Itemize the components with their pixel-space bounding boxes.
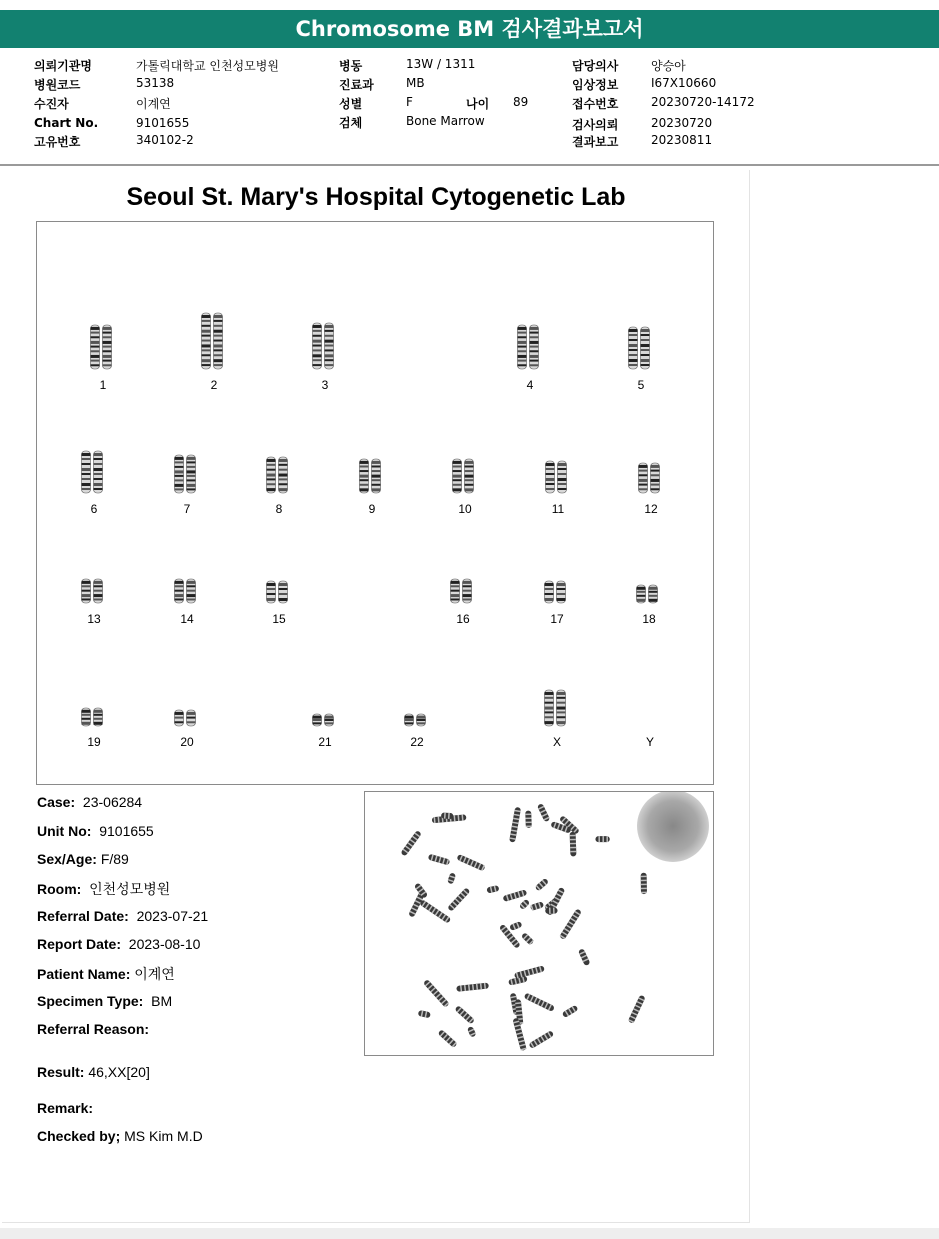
case-field (37, 794, 142, 810)
case-label: Case: (37, 794, 76, 810)
unique-id-label: 고유번호 (34, 135, 81, 149)
unit-no-field (37, 823, 154, 839)
patient-value: 이계연 (136, 97, 171, 111)
referral-reason-field (37, 1021, 149, 1037)
chromosome-pair-12 (637, 462, 665, 496)
chromosome-label-19: 19 (87, 735, 101, 749)
chromosome-pair-3 (311, 322, 339, 372)
report-date-field (37, 936, 200, 952)
metaphase-chromosome (418, 1010, 431, 1018)
accession-no-value: 20230720-14172 (651, 95, 755, 109)
chromosome-label-Y: Y (645, 735, 654, 749)
metaphase-chromosome (400, 830, 422, 856)
chromosome-label-15: 15 (272, 612, 286, 626)
chromosome-pair-7 (173, 454, 201, 496)
patient-name-field (37, 964, 175, 984)
sex-value: F (406, 95, 413, 109)
referral-reason-label: Referral Reason: (37, 1021, 150, 1037)
metaphase-chromosome (530, 901, 544, 911)
chromosome-pair-22 (403, 713, 431, 729)
report-date-value: 20230811 (651, 133, 713, 147)
metaphase-chromosome (545, 907, 558, 913)
chromosome-pair-14 (173, 578, 201, 606)
chromosome-pair-X (543, 689, 571, 729)
chromosome-label-9: 9 (368, 502, 376, 516)
metaphase-chromosome (514, 965, 545, 979)
metaphase-chromosome (423, 979, 450, 1008)
referral-date-value: 2023-07-21 (136, 908, 209, 924)
hospital-code-value: 53138 (136, 76, 175, 90)
specimen-type-label: Specimen Type: (37, 993, 144, 1009)
sex-label: 성별 (339, 97, 363, 111)
chromosome-pair-10 (451, 458, 479, 496)
remark-field (37, 1100, 93, 1116)
chromosome-label-20: 20 (180, 735, 194, 749)
metaphase-chromosome (562, 1005, 579, 1018)
chromosome-label-12: 12 (644, 502, 658, 516)
chromosome-pair-18 (635, 584, 663, 606)
checked-by-label: Checked by; (37, 1128, 121, 1144)
remark-label: Remark: (37, 1100, 94, 1116)
metaphase-chromosome (641, 873, 647, 894)
room-field (37, 879, 170, 899)
sex-age-value: F/89 (100, 851, 129, 867)
specimen-value: Bone Marrow (406, 114, 485, 128)
chromosome-pair-13 (80, 578, 108, 606)
metaphase-chromosome (525, 810, 532, 827)
request-date-value: 20230720 (651, 116, 713, 130)
metaphase-chromosome (559, 908, 582, 940)
metaphase-chromosome (503, 889, 528, 902)
chromosome-label-2: 2 (210, 378, 218, 392)
chromosome-pair-2 (200, 312, 228, 372)
ward-label: 병동 (339, 59, 363, 73)
report-date-label: 결과보고 (572, 135, 619, 149)
result-value: 46,XX[20] (88, 1064, 150, 1080)
chromosome-label-11: 11 (551, 502, 565, 516)
metaphase-chromosome (447, 887, 470, 911)
karyogram (36, 221, 714, 785)
metaphase-chromosome (419, 899, 451, 923)
chromosome-pair-19 (80, 707, 108, 729)
specimen-type-value: BM (151, 993, 173, 1009)
metaphase-chromosome (456, 983, 489, 992)
chromosome-label-1: 1 (99, 378, 107, 392)
chromosome-pair-1 (89, 324, 117, 372)
metaphase-chromosome (428, 854, 451, 866)
chromosome-label-21: 21 (318, 735, 332, 749)
chromosome-pair-4 (516, 324, 544, 372)
department-value: MB (406, 76, 425, 90)
specimen-type-field (37, 993, 172, 1009)
metaphase-chromosome (535, 878, 549, 892)
chromosome-label-18: 18 (642, 612, 656, 626)
metaphase-chromosome (521, 932, 535, 945)
metaphase-chromosome (438, 1029, 458, 1048)
ward-value: 13W / 1311 (406, 57, 476, 71)
report-banner: Chromosome BM 검사결과보고서 (0, 10, 939, 48)
physician-label: 담당의사 (572, 59, 619, 73)
chromosome-label-3: 3 (321, 378, 329, 392)
chromosome-label-14: 14 (180, 612, 194, 626)
chromosome-pair-9 (358, 458, 386, 496)
unit-no-value: 9101655 (99, 823, 154, 839)
chromosome-pair-8 (265, 456, 293, 496)
physician-value: 양승아 (651, 59, 686, 73)
report-date-field-value: 2023-08-10 (128, 936, 201, 952)
clinical-info-label: 임상정보 (572, 78, 619, 92)
chromosome-pair-21 (311, 713, 339, 729)
chromosome-label-22: 22 (410, 735, 424, 749)
chromosome-label-13: 13 (87, 612, 101, 626)
request-date-label: 검사의뢰 (572, 118, 619, 132)
chart-no-value: 9101655 (136, 116, 190, 130)
hospital-name-value: 가톨릭대학교 인천성모병원 (136, 59, 279, 73)
chromosome-label-8: 8 (275, 502, 283, 516)
chromosome-label-X: X (552, 735, 561, 749)
metaphase-chromosome (486, 885, 499, 894)
chromosome-label-4: 4 (526, 378, 534, 392)
header-divider (0, 164, 939, 166)
chromosome-pair-6 (80, 450, 108, 496)
unique-id-value: 340102-2 (136, 133, 194, 147)
age-label: 나이 (466, 97, 490, 111)
patient-name-value: 이계연 (134, 966, 175, 982)
metaphase-chromosome (454, 1005, 475, 1024)
interphase-nucleus (637, 792, 709, 862)
metaphase-image (364, 791, 714, 1056)
metaphase-chromosome (570, 832, 577, 857)
metaphase-chromosome (578, 948, 591, 966)
clinical-info-value: I67X10660 (651, 76, 717, 90)
page-margin (750, 170, 939, 1230)
room-label: Room: (37, 881, 82, 897)
chromosome-pair-20 (173, 709, 201, 729)
metaphase-chromosome (524, 993, 555, 1012)
lab-title: Seoul St. Mary's Hospital Cytogenetic Lab (126, 183, 626, 211)
sex-age-label: Sex/Age: (37, 851, 97, 867)
metaphase-chromosome (519, 899, 531, 910)
unit-no-label: Unit No: (37, 823, 92, 839)
chromosome-pair-5 (627, 326, 655, 372)
referral-date-field (37, 908, 208, 924)
metaphase-chromosome (447, 872, 456, 884)
scroll-footer (0, 1228, 939, 1239)
age-value: 89 (513, 95, 529, 109)
checked-by-value: MS Kim M.D (124, 1128, 203, 1144)
metaphase-chromosome (537, 803, 550, 822)
result-field (37, 1064, 150, 1080)
chart-no-label: Chart No. (34, 116, 99, 130)
report-date-field-label: Report Date: (37, 936, 122, 952)
sex-age-field (37, 851, 129, 867)
case-value: 23-06284 (82, 794, 143, 810)
chromosome-pair-16 (449, 578, 477, 606)
chromosome-pair-15 (265, 580, 293, 606)
chromosome-pair-11 (544, 460, 572, 496)
metaphase-chromosome (456, 854, 485, 871)
patient-label: 수진자 (34, 97, 69, 111)
room-value: 인천성모병원 (89, 881, 171, 897)
chromosome-label-5: 5 (637, 378, 645, 392)
chromosome-pair-17 (543, 580, 571, 606)
hospital-name-label: 의뢰기관명 (34, 59, 92, 73)
patient-header (0, 52, 939, 164)
department-label: 진료과 (339, 78, 374, 92)
metaphase-chromosome (528, 1030, 554, 1049)
metaphase-chromosome (467, 1026, 477, 1038)
hospital-code-label: 병원코드 (34, 78, 81, 92)
metaphase-chromosome (628, 995, 646, 1024)
result-label: Result: (37, 1064, 85, 1080)
metaphase-chromosome (441, 812, 454, 819)
specimen-label: 검체 (339, 116, 363, 130)
chromosome-label-6: 6 (90, 502, 98, 516)
chromosome-label-7: 7 (183, 502, 191, 516)
metaphase-chromosome (595, 836, 609, 842)
metaphase-chromosome (509, 807, 521, 843)
metaphase-chromosome (509, 921, 522, 931)
metaphase-spread (365, 792, 713, 1055)
chromosome-label-10: 10 (458, 502, 472, 516)
referral-date-label: Referral Date: (37, 908, 129, 924)
chromosome-label-16: 16 (456, 612, 470, 626)
accession-no-label: 접수번호 (572, 97, 619, 111)
chromosome-label-17: 17 (550, 612, 564, 626)
patient-name-label: Patient Name: (37, 966, 131, 982)
checked-by-field (37, 1128, 203, 1144)
